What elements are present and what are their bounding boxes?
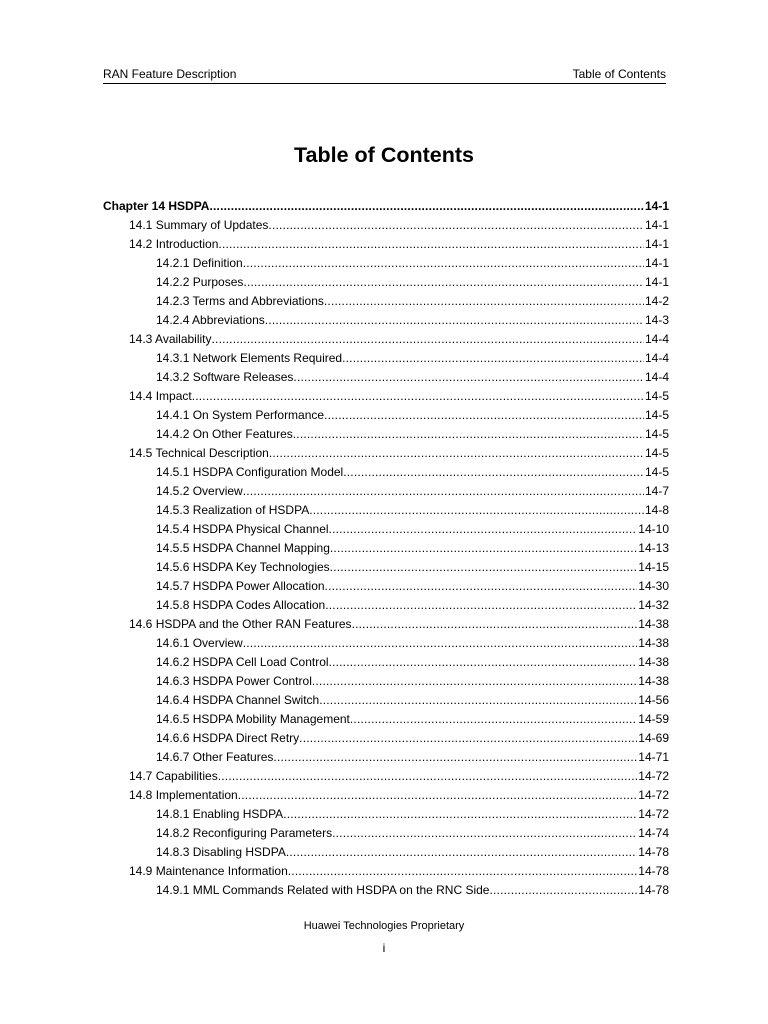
toc-entry-page: 14-32 [638, 598, 669, 612]
toc-entry[interactable] [103, 691, 669, 710]
toc-entry[interactable] [103, 539, 669, 558]
toc-entry-title: 14.2 Introduction [129, 237, 219, 251]
toc-dot-leader [293, 368, 644, 387]
toc-dot-leader [243, 273, 644, 292]
toc-entry[interactable] [103, 520, 669, 539]
toc-entry[interactable] [103, 634, 669, 653]
toc-entry[interactable] [103, 786, 669, 805]
toc-dot-leader [286, 843, 637, 862]
toc-entry-title: 14.8.2 Reconfiguring Parameters [156, 826, 333, 840]
toc-entry-page: 14-7 [644, 484, 669, 498]
toc-entry-title: 14.6.1 Overview [156, 636, 243, 650]
toc-entry-title: 14.4 Impact [129, 389, 192, 403]
toc-dot-leader [312, 672, 637, 691]
toc-entry-page: 14-56 [638, 693, 669, 707]
toc-entry[interactable] [103, 748, 669, 767]
toc-entry[interactable] [103, 330, 669, 349]
toc-dot-leader [330, 539, 637, 558]
toc-entry-page: 14-1 [644, 218, 669, 232]
toc-entry-page: 14-4 [644, 332, 669, 346]
toc-entry-page: 14-5 [644, 408, 669, 422]
toc-entry-page: 14-8 [644, 503, 669, 517]
toc-entry-title: 14.2.3 Terms and Abbreviations [156, 294, 324, 308]
toc-entry-title: 14.7 Capabilities [129, 769, 218, 783]
toc-entry-title: 14.6.3 HSDPA Power Control [156, 674, 312, 688]
toc-entry-title: 14.5.1 HSDPA Configuration Model [156, 465, 344, 479]
toc-entry[interactable] [103, 216, 669, 235]
toc-entry-page: 14-78 [638, 864, 669, 878]
toc-dot-leader [319, 691, 637, 710]
toc-dot-leader [288, 862, 638, 881]
toc-dot-leader [283, 805, 637, 824]
toc-dot-leader [265, 311, 644, 330]
toc-entry[interactable] [103, 729, 669, 748]
toc-entry[interactable] [103, 558, 669, 577]
toc-entry[interactable] [103, 805, 669, 824]
toc-entry-page: 14-5 [644, 465, 669, 479]
toc-entry-page: 14-38 [638, 674, 669, 688]
toc-entry-page: 14-2 [644, 294, 669, 308]
toc-entry-title: Chapter 14 HSDPA [103, 199, 210, 213]
toc-dot-leader [330, 558, 638, 577]
toc-entry-title: 14.5.5 HSDPA Channel Mapping [156, 541, 330, 555]
toc-entry-title: 14.4.1 On System Performance [156, 408, 325, 422]
toc-entry[interactable] [103, 387, 669, 406]
header-section-title: Table of Contents [572, 67, 666, 81]
toc-dot-leader [329, 653, 638, 672]
toc-entry[interactable] [103, 615, 669, 634]
toc-entry-page: 14-1 [644, 275, 669, 289]
toc-entry[interactable] [103, 710, 669, 729]
toc-dot-leader [325, 577, 638, 596]
toc-dot-leader [218, 235, 644, 254]
toc-entry-title: 14.6.4 HSDPA Channel Switch [156, 693, 320, 707]
toc-entry-title: 14.2.2 Purposes [156, 275, 244, 289]
toc-entry[interactable] [103, 444, 669, 463]
toc-entry[interactable] [103, 254, 669, 273]
toc-entry[interactable] [103, 197, 669, 216]
toc-entry-title: 14.5 Technical Description [129, 446, 269, 460]
toc-entry-page: 14-1 [644, 199, 669, 213]
page-title: Table of Contents [294, 143, 474, 167]
toc-entry[interactable] [103, 843, 669, 862]
toc-dot-leader [192, 387, 644, 406]
toc-entry-title: 14.2.1 Definition [156, 256, 243, 270]
toc-entry-page: 14-3 [644, 313, 669, 327]
toc-entry[interactable] [103, 653, 669, 672]
toc-dot-leader [325, 596, 637, 615]
toc-entry-title: 14.6.5 HSDPA Mobility Management [156, 712, 350, 726]
toc-entry-title: 14.6 HSDPA and the Other RAN Features [129, 617, 352, 631]
toc-dot-leader [309, 501, 644, 520]
toc-entry-page: 14-38 [638, 617, 669, 631]
toc-entry-title: 14.8.1 Enabling HSDPA [156, 807, 284, 821]
footer-proprietary-notice: Huawei Technologies Proprietary [303, 920, 465, 932]
toc-entry[interactable] [103, 292, 669, 311]
toc-entry-title: 14.6.6 HSDPA Direct Retry [156, 731, 300, 745]
toc-dot-leader [243, 482, 644, 501]
toc-entry-page: 14-72 [638, 769, 669, 783]
toc-entry-page: 14-71 [638, 750, 669, 764]
toc-entry-title: 14.9 Maintenance Information [129, 864, 288, 878]
table-of-contents [103, 197, 669, 900]
toc-entry-page: 14-5 [644, 389, 669, 403]
toc-entry-page: 14-69 [638, 731, 669, 745]
toc-entry-page: 14-5 [644, 446, 669, 460]
toc-entry-title: 14.1 Summary of Updates [129, 218, 269, 232]
toc-dot-leader [212, 330, 644, 349]
toc-dot-leader [218, 767, 638, 786]
toc-entry-title: 14.5.7 HSDPA Power Allocation [156, 579, 325, 593]
toc-dot-leader [238, 786, 638, 805]
toc-entry-title: 14.6.2 HSDPA Cell Load Control [156, 655, 329, 669]
toc-entry[interactable] [103, 482, 669, 501]
toc-entry-title: 14.6.7 Other Features [156, 750, 274, 764]
toc-entry[interactable] [103, 862, 669, 881]
toc-entry-page: 14-72 [638, 788, 669, 802]
toc-dot-leader [209, 197, 643, 216]
toc-entry-page: 14-15 [638, 560, 669, 574]
toc-entry[interactable] [103, 577, 669, 596]
toc-entry[interactable] [103, 767, 669, 786]
toc-dot-leader [299, 729, 637, 748]
toc-entry-title: 14.8.3 Disabling HSDPA [156, 845, 286, 859]
toc-dot-leader [350, 710, 637, 729]
toc-entry-title: 14.3.1 Network Elements Required [156, 351, 343, 365]
toc-entry-page: 14-72 [638, 807, 669, 821]
toc-entry[interactable] [103, 596, 669, 615]
toc-entry-page: 14-1 [644, 237, 669, 251]
toc-entry[interactable] [103, 273, 669, 292]
toc-entry-page: 14-10 [638, 522, 669, 536]
toc-dot-leader [352, 615, 638, 634]
toc-entry-page: 14-78 [638, 845, 669, 859]
toc-entry-page: 14-59 [638, 712, 669, 726]
toc-entry-title: 14.3.2 Software Releases [156, 370, 294, 384]
toc-entry-page: 14-4 [644, 370, 669, 384]
header-document-title: RAN Feature Description [103, 67, 237, 81]
toc-entry[interactable] [103, 406, 669, 425]
toc-entry-page: 14-30 [638, 579, 669, 593]
toc-entry-title: 14.4.2 On Other Features [156, 427, 293, 441]
toc-entry-title: 14.5.4 HSDPA Physical Channel [156, 522, 329, 536]
toc-entry-page: 14-78 [638, 883, 669, 897]
toc-dot-leader [273, 748, 637, 767]
toc-dot-leader [243, 254, 644, 273]
toc-dot-leader [342, 349, 644, 368]
toc-entry-title: 14.3 Availability [129, 332, 212, 346]
toc-entry[interactable] [103, 311, 669, 330]
toc-entry-title: 14.5.2 Overview [156, 484, 243, 498]
toc-dot-leader [243, 634, 638, 653]
toc-entry-title: 14.5.6 HSDPA Key Technologies [156, 560, 330, 574]
toc-entry[interactable] [103, 824, 669, 843]
toc-entry-page: 14-5 [644, 427, 669, 441]
toc-entry-page: 14-74 [638, 826, 669, 840]
toc-entry[interactable] [103, 425, 669, 444]
toc-dot-leader [489, 881, 637, 900]
toc-dot-leader [269, 444, 644, 463]
toc-dot-leader [293, 425, 644, 444]
toc-entry[interactable] [103, 235, 669, 254]
toc-dot-leader [324, 292, 644, 311]
toc-entry-title: 14.5.3 Realization of HSDPA [156, 503, 310, 517]
header-rule [103, 83, 666, 84]
toc-entry-title: 14.8 Implementation [129, 788, 238, 802]
toc-entry[interactable] [103, 463, 669, 482]
toc-dot-leader [268, 216, 644, 235]
toc-entry-page: 14-13 [638, 541, 669, 555]
toc-entry[interactable] [103, 501, 669, 520]
toc-dot-leader [332, 824, 637, 843]
toc-entry-title: 14.2.4 Abbreviations [156, 313, 265, 327]
toc-dot-leader [324, 406, 644, 425]
toc-entry-page: 14-4 [644, 351, 669, 365]
toc-entry-title: 14.5.8 HSDPA Codes Allocation [156, 598, 326, 612]
toc-entry[interactable] [103, 881, 669, 900]
toc-dot-leader [329, 520, 638, 539]
toc-entry[interactable] [103, 672, 669, 691]
toc-entry-title: 14.9.1 MML Commands Related with HSDPA on the RNC Side [156, 883, 490, 897]
toc-entry-page: 14-38 [638, 636, 669, 650]
toc-entry[interactable] [103, 349, 669, 368]
toc-entry[interactable] [103, 368, 669, 387]
toc-dot-leader [343, 463, 644, 482]
page-number: i [382, 941, 386, 955]
toc-entry-page: 14-1 [644, 256, 669, 270]
toc-entry-page: 14-38 [638, 655, 669, 669]
